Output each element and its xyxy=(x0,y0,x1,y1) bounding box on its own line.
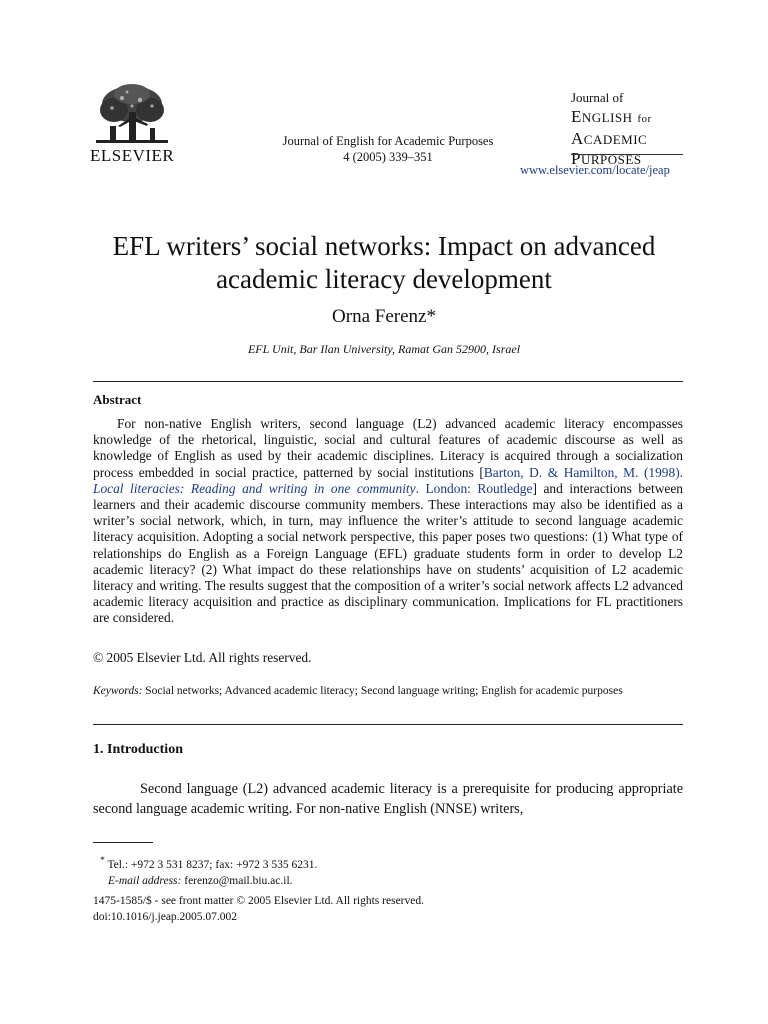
author-footnote xyxy=(100,853,317,889)
journal-logo xyxy=(571,88,683,169)
journal-url-link[interactable]: www.elsevier.com/locate/jeap xyxy=(520,163,670,177)
issn-line: 1475-1585/$ - see front matter © 2005 Elsevier Ltd. All rights reserved. xyxy=(93,895,424,907)
article-author: Orna Ferenz* xyxy=(332,306,436,327)
section-heading-introduction: 1. Introduction xyxy=(93,742,183,757)
journal-logo-purposes: PURPOSES xyxy=(571,149,642,168)
introduction-text: Second language (L2) advanced academic literacy is a prerequisite for producing appropriate second language academic writing. For non-native English (NNSE) writers, xyxy=(93,781,683,817)
article-title: EFL writers’ social networks: Impact on advanced academic literacy development xyxy=(112,231,656,294)
keywords xyxy=(93,684,683,699)
page-header xyxy=(0,0,768,190)
journal-logo-rule xyxy=(571,154,683,155)
doi-line[interactable]: doi:10.1016/j.jeap.2005.07.002 xyxy=(93,911,238,923)
footnote-email-label: E-mail address: xyxy=(108,874,182,887)
publisher-name: ELSEVIER xyxy=(90,146,175,165)
keywords-bottom-rule xyxy=(93,724,683,725)
journal-logo-academic: ACADEMIC xyxy=(571,129,648,148)
footnote-phone: Tel.: +972 3 531 8237; fax: +972 3 535 6231. xyxy=(104,858,318,871)
footnote-email[interactable]: ferenzo@mail.biu.ac.il. xyxy=(181,874,293,887)
journal-logo-line1: Journal of xyxy=(571,90,624,105)
journal-logo-english: ENGLISH for xyxy=(571,107,652,126)
abstract-text: For non-native English writers, second language (L2) advanced academic literacy encompasses knowledge of the rhetorical, linguistic, social and cultural features of academic discourse as well as knowledge of English as used by their academic disciplines. Literacy is acquired through a socialization process embedded in social practice, patterned by social institutions [Barton, D. & Hamilton, M. (1998). Local literacies: Reading and writing in one community. London: Routledge] and interactions between learners and their academic discourse community members. These interactions may also be identified as a writer’s social network, which, in turn, may influence the writer’s attitude to second language academic literacy acquisition. Adopting a social network perspective, this paper poses two questions: (1) What type of relationships do English as a Foreign Language (EFL) graduate students form in order to develop L2 academic literacy? (2) What impact do these relationships have on students’ acquisition of L2 academic literacy and writing. The results suggest that the composition of a writer’s social network affects L2 advanced academic literacy acquisition and practice as disciplinary communication. Implications for FL practitioners are considered. xyxy=(93,416,683,626)
abstract-citation-link[interactable]: Barton, D. & Hamilton, M. (1998). Local literacies: Reading and writing in one community. London: Routledge xyxy=(93,464,683,496)
journal-citation-block xyxy=(240,133,536,165)
abstract-heading: Abstract xyxy=(93,392,142,407)
abstract-top-rule xyxy=(93,381,683,382)
journal-volume-pages: 4 (2005) 339–351 xyxy=(343,150,433,164)
keywords-label: Keywords: xyxy=(93,685,143,697)
keywords-list: Social networks; Advanced academic literacy; Second language writing; English for academic purposes xyxy=(142,685,623,697)
footnote-rule xyxy=(93,842,153,843)
footnote-marker: * xyxy=(100,855,105,866)
author-affiliation: EFL Unit, Bar Ilan University, Ramat Gan 52900, Israel xyxy=(247,342,521,356)
journal-name: Journal of English for Academic Purposes xyxy=(282,134,494,148)
article-footer xyxy=(93,893,424,925)
abstract-copyright: © 2005 Elsevier Ltd. All rights reserved. xyxy=(93,650,312,665)
